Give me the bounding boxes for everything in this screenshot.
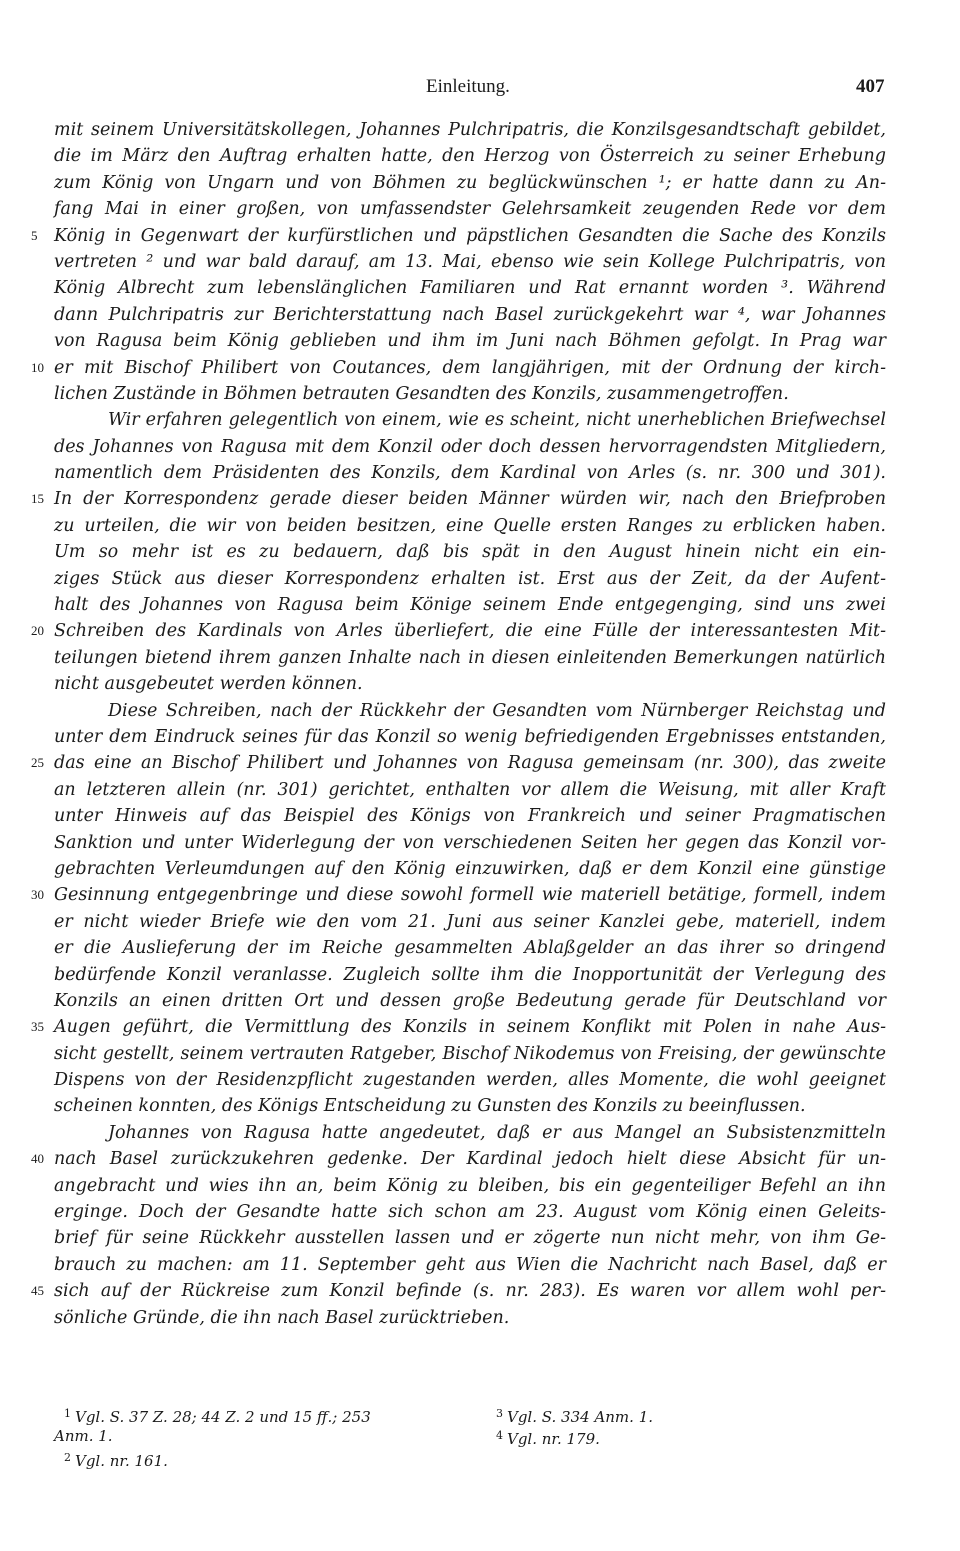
footnote-text: Vgl. nr. 161.	[75, 1452, 168, 1470]
line-text: er nicht wieder Briefe wie den vom 21. Juni aus seiner Kanzlei gebe, materiell, indem	[54, 911, 886, 932]
line-text: nach Basel zurückzukehren gedenke. Der Kardinal jedoch hielt diese Absicht für un-	[54, 1149, 886, 1170]
line-number: 45	[31, 1283, 44, 1299]
line-text: bedürfende Konzil veranlasse. Zugleich sollte ihm die Inopportunität der Verlegung des	[54, 964, 886, 985]
line-text: von Ragusa beim König geblieben und ihm im Juni nach Böhmen gefolgt. In Prag war	[54, 331, 886, 352]
line-text: Johannes von Ragusa hatte angedeutet, daß er aus Mangel an Subsistenzmitteln	[108, 1122, 886, 1143]
line-text: nicht ausgebeutet werden können.	[54, 674, 363, 695]
text-line	[54, 249, 886, 275]
text-line	[31, 1146, 886, 1172]
line-text: halt des Johannes von Ragusa beim Könige seinem Ende entgegenging, sind uns zwei	[54, 595, 886, 616]
line-text: fang Mai in einer großen, von umfassendster Gelehrsamkeit zeugenden Rede vor dem	[54, 199, 886, 220]
text-line	[54, 988, 886, 1014]
line-text: dann Pulchripatris zur Berichterstattung nach Basel zurückgekehrt war ⁴, war Johannes	[54, 304, 886, 325]
main-text	[31, 117, 886, 1331]
line-number: 15	[31, 491, 44, 507]
line-text: die im März den Auftrag erhalten hatte, den Herzog von Österreich zu seiner Erhebung	[54, 146, 886, 167]
text-line	[31, 1278, 886, 1304]
text-line	[54, 566, 886, 592]
text-line	[54, 935, 886, 961]
line-text: unter Hinweis auf das Beispiel des Königs von Frankreich und seiner Pragmatischen	[54, 806, 886, 827]
text-line	[54, 698, 886, 724]
text-line	[31, 355, 886, 381]
text-line	[31, 618, 886, 644]
running-header	[0, 76, 960, 102]
line-number: 5	[31, 227, 38, 243]
line-text: sicht gestellt, seinem vertrauten Ratgeber, Bischof Nikodemus von Freising, der gewünschte	[54, 1043, 886, 1064]
text-line	[54, 645, 886, 671]
page-number: 407	[856, 76, 885, 97]
line-number: 35	[31, 1019, 44, 1035]
text-line	[31, 1014, 886, 1040]
text-line	[54, 117, 886, 143]
text-line	[54, 434, 886, 460]
text-line	[54, 671, 886, 697]
line-text: er mit Bischof Philibert von Coutances, dem langjährigen, mit der Ordnung der kirch-	[54, 357, 886, 378]
line-text: er die Auslieferung der im Reiche gesammelten Ablaßgelder an das ihrer so dringend	[54, 938, 886, 959]
line-text: lichen Zustände in Böhmen betrauten Gesandten des Konzils, zusammengetroffen.	[54, 383, 789, 404]
line-number: 10	[31, 359, 44, 375]
line-text: ziges Stück aus dieser Korrespondenz erhalten ist. Erst aus der Zeit, da der Aufent-	[54, 568, 886, 589]
footnote-2	[64, 1448, 168, 1471]
text-line	[54, 1252, 886, 1278]
line-text: vertreten ² und war bald darauf, am 13. Mai, ebenso wie sein Kollege Pulchripatris, von	[54, 251, 886, 272]
line-text: Augen geführt, die Vermittlung des Konzils in seinem Konflikt mit Polen in nahe Aus-	[54, 1017, 886, 1038]
line-text: sich auf der Rückreise zum Konzil befinde (s. nr. 283). Es waren vor allem wohl per-	[54, 1281, 886, 1302]
line-text: Um so mehr ist es zu bedauern, daß bis spät in den August hinein nicht ein ein-	[54, 542, 886, 563]
line-text: Sanktion und unter Widerlegung der von verschiedenen Seiten her gegen das Konzil vor-	[54, 832, 886, 853]
line-text: Wir erfahren gelegentlich von einem, wie es scheint, nicht unerheblichen Briefwechsel	[108, 410, 886, 431]
line-number: 25	[31, 755, 44, 771]
line-text: Gesinnung entgegenbringe und diese sowohl formell wie materiell betätige, formell, indem	[54, 885, 886, 906]
text-line	[54, 1173, 886, 1199]
line-text: Schreiben des Kardinals von Arles überliefert, die eine Fülle der interessantesten Mit-	[54, 621, 886, 642]
footnote-mark: 2	[64, 1451, 71, 1464]
text-line	[54, 830, 886, 856]
text-line	[54, 1120, 886, 1146]
line-text: angebracht und wies ihn an, beim König zu bleiben, bis ein gegenteiliger Befehl an ihn	[54, 1175, 886, 1196]
text-line	[54, 143, 886, 169]
text-line	[54, 856, 886, 882]
text-line	[54, 513, 886, 539]
text-line	[31, 486, 886, 512]
text-line	[54, 460, 886, 486]
text-line	[54, 1305, 886, 1331]
text-line	[54, 803, 886, 829]
line-text: In der Korrespondenz gerade dieser beiden Männer würden wir, nach den Briefproben	[54, 489, 886, 510]
footnote-text: Vgl. S. 37 Z. 28; 44 Z. 2 und 15 ff.; 253	[75, 1408, 371, 1426]
text-line	[54, 196, 886, 222]
line-number: 40	[31, 1151, 44, 1167]
line-text: Diese Schreiben, nach der Rückkehr der Gesandten vom Nürnberger Reichstag und	[108, 700, 886, 721]
line-text: mit seinem Universitätskollegen, Johannes Pulchripatris, die Konzilsgesandtschaft gebildet,	[54, 120, 886, 140]
text-line	[31, 882, 886, 908]
line-text: Dispens von der Residenzpflicht zugestanden werden, alles Momente, die wohl geeignet	[54, 1070, 886, 1091]
text-line	[54, 302, 886, 328]
footnote-mark: 4	[496, 1429, 503, 1442]
line-text: brauch zu machen: am 11. September geht aus Wien die Nachricht nach Basel, daß er	[54, 1254, 886, 1275]
line-text: brief für seine Rückkehr ausstellen lassen und er zögerte nun nicht mehr, von ihm Ge-	[54, 1228, 886, 1249]
line-text: namentlich dem Präsidenten des Konzils, dem Kardinal von Arles (s. nr. 300 und 301).	[54, 463, 886, 484]
text-line	[54, 407, 886, 433]
text-line	[54, 1067, 886, 1093]
text-line	[54, 1041, 886, 1067]
line-text: teilungen bietend ihrem ganzen Inhalte nach in diesen einleitenden Bemerkungen natürlich	[54, 647, 886, 668]
text-line	[54, 777, 886, 803]
text-line	[31, 750, 886, 776]
line-number: 20	[31, 623, 44, 639]
footnotes	[54, 1404, 886, 1494]
text-line	[54, 1093, 886, 1119]
text-line	[54, 592, 886, 618]
text-line	[54, 170, 886, 196]
text-line	[54, 909, 886, 935]
footnote-3	[496, 1404, 653, 1427]
line-text: sönliche Gründe, die ihn nach Basel zurücktrieben.	[54, 1307, 510, 1328]
line-text: gebrachten Verleumdungen auf den König einzuwirken, daß er dem Konzil eine günstige	[54, 858, 886, 879]
footnote-1-continuation: Anm. 1.	[54, 1427, 113, 1445]
line-text: König Albrecht zum lebenslänglichen Familiaren und Rat ernannt worden ³. Während	[54, 278, 886, 299]
text-line	[54, 275, 886, 301]
footnote-4	[496, 1426, 600, 1449]
text-line	[31, 223, 886, 249]
text-line	[54, 724, 886, 750]
text-line	[54, 539, 886, 565]
footnote-text: Vgl. S. 334 Anm. 1.	[507, 1408, 654, 1426]
text-line	[54, 962, 886, 988]
text-line	[54, 381, 886, 407]
line-text: zu urteilen, die wir von beiden besitzen, eine Quelle ersten Ranges zu erblicken haben.	[54, 515, 886, 536]
line-text: zum König von Ungarn und von Böhmen zu beglückwünschen ¹; er hatte dann zu An-	[54, 172, 886, 193]
line-text: an letzteren allein (nr. 301) gerichtet, enthalten vor allem die Weisung, mit aller Kraft	[54, 779, 886, 800]
footnote-text: Vgl. nr. 179.	[507, 1430, 600, 1448]
footnote-mark: 1	[64, 1407, 71, 1420]
line-text: das eine an Bischof Philibert und Johannes von Ragusa gemeinsam (nr. 300), das zweite	[54, 753, 886, 774]
footnote-1	[64, 1404, 371, 1427]
text-line	[54, 1225, 886, 1251]
line-text: König in Gegenwart der kurfürstlichen und päpstlichen Gesandten die Sache des Konzils	[54, 225, 886, 246]
line-number: 30	[31, 887, 44, 903]
line-text: des Johannes von Ragusa mit dem Konzil oder doch dessen hervorragendsten Mitgliedern,	[54, 436, 886, 457]
footnote-mark: 3	[496, 1407, 503, 1420]
line-text: unter dem Eindruck seines für das Konzil so wenig befriedigenden Ergebnisses entstanden,	[54, 726, 886, 747]
running-title: Einleitung.	[426, 76, 510, 97]
text-line	[54, 328, 886, 354]
line-text: scheinen konnten, des Königs Entscheidung zu Gunsten des Konzils zu beeinflussen.	[54, 1096, 806, 1117]
line-text: Konzils an einen dritten Ort und dessen große Bedeutung gerade für Deutschland vor	[54, 990, 886, 1011]
text-line	[54, 1199, 886, 1225]
line-text: erginge. Doch der Gesandte hatte sich schon am 23. August vom König einen Geleits-	[54, 1202, 886, 1223]
